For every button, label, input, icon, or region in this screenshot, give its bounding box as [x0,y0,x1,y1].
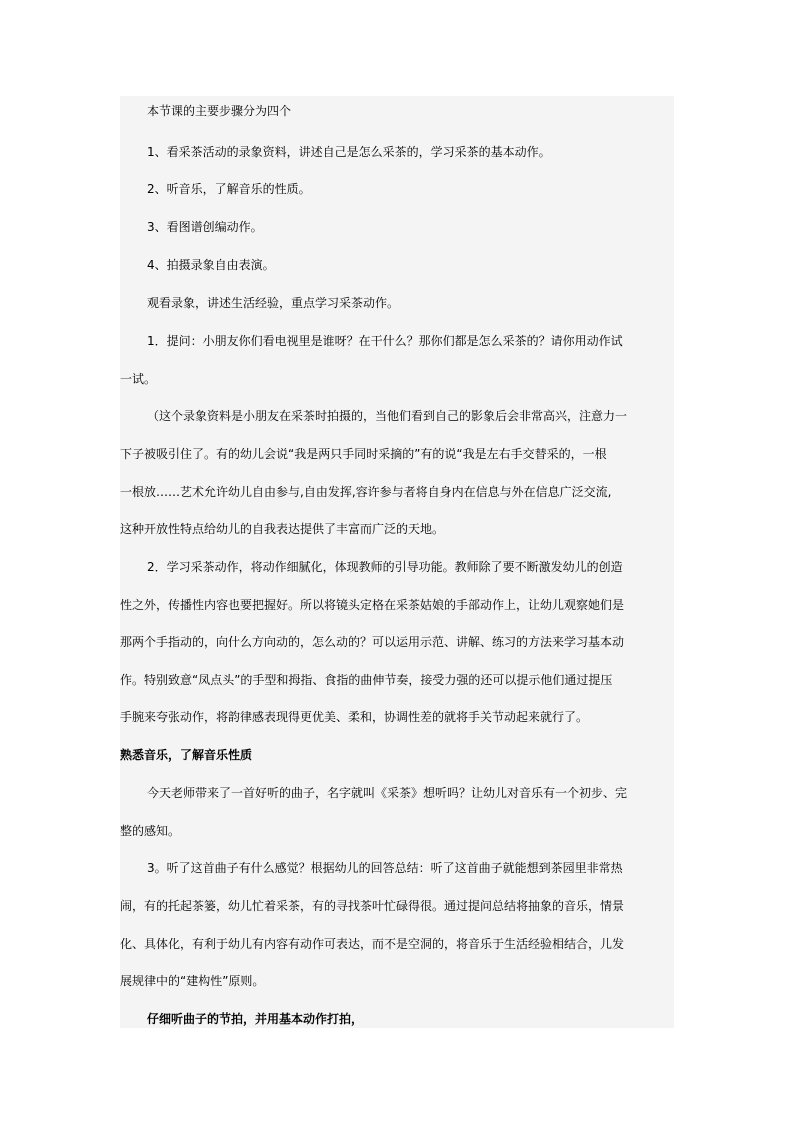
section-heading-rhythm: 仔细听曲子的节拍，并用基本动作打拍， [147,1012,364,1026]
paragraph-line: 作。特别致意“凤点头”的手型和拇指、食指的曲伸节奏，接受力强的还可以提示他们通过提压 [120,673,613,687]
paragraph-line: 下子被吸引住了。有的幼儿会说“我是两只手同时采摘的”有的说“我是左右手交替采的，一根 [120,447,607,461]
paragraph-step-3: 3、看图谱创编动作。 [147,220,263,234]
paragraph-step-2: 2、听音乐，了解音乐的性质。 [147,182,311,196]
section-heading-music: 熟悉音乐，了解音乐性质 [120,748,253,762]
paragraph-line: 今天老师带来了一首好听的曲子，名字就叫《采茶》想听吗？让幼儿对音乐有一个初步、完 [147,786,628,800]
paragraph-line: 闹，有的托起茶篓，幼儿忙着采茶，有的寻找茶叶忙碌得很。通过提问总结将抽象的音乐，情景 [120,899,625,913]
paragraph-line: 一根放……艺术允许幼儿自由参与,自由发挥,容许参与者将自身内在信息与外在信息广泛交流, [120,485,612,499]
paragraph-line: （这个录象资料是小朋友在采茶时拍摄的，当他们看到自己的影象后会非常高兴，注意力一 [147,409,628,423]
paragraph-steps-intro: 本节课的主要步骤分为四个 [147,104,292,118]
paragraph-watch-video: 观看录象，讲述生活经验，重点学习采茶动作。 [147,296,400,310]
paragraph-line: 整的感知。 [120,824,181,838]
paragraph-line: 这种开放性特点给幼儿的自我表达提供了丰富而广泛的天地。 [120,522,445,536]
paragraph-line: 3。听了这首曲子有什么感觉？根据幼儿的回答总结：听了这首曲子就能想到茶园里非常热 [147,861,623,875]
paragraph-step-1: 1、看采茶活动的录象资料，讲述自己是怎么采茶的，学习采茶的基本动作。 [147,145,551,159]
paragraph-line: 性之外，传播性内容也要把握好。所以将镜头定格在采茶姑娘的手部动作上，让幼儿观察她们是 [120,598,625,612]
paragraph-line: 1．提问：小朋友你们看电视里是谁呀？在干什么？那你们都是怎么采茶的？请你用动作试 [147,334,623,348]
paragraph-line: 2．学习采茶动作，将动作细腻化，体现教师的引导功能。教师除了要不断激发幼儿的创造 [147,560,623,574]
paragraph-line: 那两个手指动的，向什么方向动的，怎么动的？可以运用示范、讲解、练习的方法来学习基本动 [120,635,625,649]
paragraph-step-4: 4、拍摄录象自由表演。 [147,258,275,272]
paragraph-line: 手腕来夸张动作，将韵律感表现得更优美、柔和，协调性差的就将手关节动起来就行了。 [120,710,589,724]
paragraph-line: 化、具体化，有利于幼儿有内容有动作可表达，而不是空洞的，将音乐于生活经验相结合，儿发 [120,937,625,951]
paragraph-line: 一试。 [120,372,157,386]
paragraph-line: 展规律中的“建构性”原则。 [120,974,265,988]
